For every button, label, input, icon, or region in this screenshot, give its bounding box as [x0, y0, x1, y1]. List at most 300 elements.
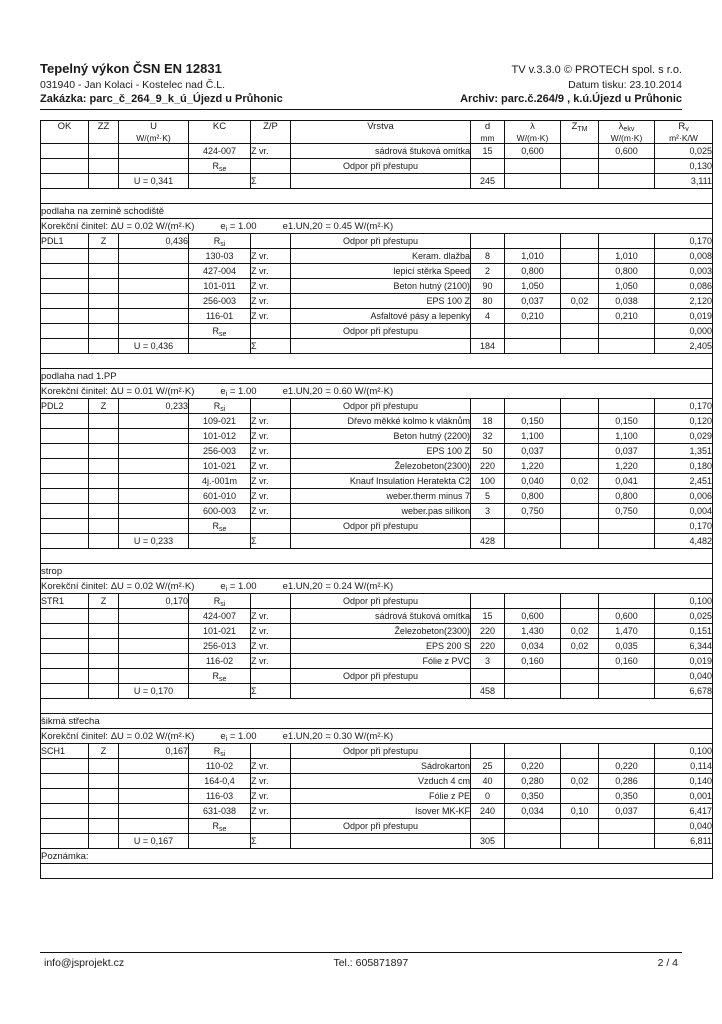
table-row	[41, 309, 713, 324]
col-zz-label: ZZ	[97, 120, 110, 132]
cell-kc: 116-03	[189, 789, 251, 804]
cell-lambda-ekv: 0,600	[599, 144, 655, 159]
cell-ok	[41, 309, 89, 324]
cell-ok	[41, 459, 89, 474]
group-korekce-row	[41, 219, 713, 234]
cell-rv: 0,029	[655, 429, 713, 444]
table-row	[41, 174, 713, 189]
cell-vrstva: lepicí stěrka Speed	[291, 264, 471, 279]
cell-zp: Z vr.	[251, 804, 291, 819]
col-zp	[251, 120, 291, 144]
cell-ztm	[561, 669, 599, 684]
cell-ok	[41, 279, 89, 294]
cell-ztm: 0,02	[561, 639, 599, 654]
cell-u	[119, 804, 189, 819]
cell-zp: Σ	[251, 534, 291, 549]
cell-d	[471, 324, 505, 339]
cell-zp: Z vr.	[251, 609, 291, 624]
cell-rv: 0,151	[655, 624, 713, 639]
cell-rv: 0,019	[655, 309, 713, 324]
cell-u	[119, 159, 189, 174]
cell-zz	[89, 819, 119, 834]
col-lambda	[505, 120, 561, 144]
cell-u	[119, 489, 189, 504]
cell-lambda-ekv	[599, 669, 655, 684]
cell-ok	[41, 534, 89, 549]
cell-u	[119, 654, 189, 669]
table-row	[41, 339, 713, 354]
cell-kc: 600-003	[189, 504, 251, 519]
cell-lambda: 0,160	[505, 654, 561, 669]
footer-page-number: 2 / 4	[657, 957, 678, 969]
cell-ztm	[561, 174, 599, 189]
cell-zp: Z vr.	[251, 474, 291, 489]
table-row	[41, 474, 713, 489]
cell-rv: 0,000	[655, 324, 713, 339]
col-kc-label: KC	[212, 120, 227, 132]
col-ztm	[561, 120, 599, 144]
cell-lambda: 0,037	[505, 444, 561, 459]
cell-u: U = 0,436	[119, 339, 189, 354]
table-row	[41, 249, 713, 264]
cell-ztm	[561, 684, 599, 699]
cell-lambda: 0,280	[505, 774, 561, 789]
cell-ztm	[561, 534, 599, 549]
cell-kc: 116-02	[189, 654, 251, 669]
cell-lambda-ekv: 0,038	[599, 294, 655, 309]
cell-lambda: 0,037	[505, 294, 561, 309]
cell-ok	[41, 429, 89, 444]
table-row	[41, 279, 713, 294]
group-title-row	[41, 564, 713, 579]
col-rv-label: $R_v$	[678, 120, 689, 133]
cell-u	[119, 429, 189, 444]
cell-ztm	[561, 519, 599, 534]
cell-kc: 427-004	[189, 264, 251, 279]
cell-ok	[41, 819, 89, 834]
cell-ok	[41, 249, 89, 264]
cell-kc: $R_{si}$	[189, 399, 251, 414]
cell-vrstva	[291, 834, 471, 849]
cell-lambda: 0,210	[505, 309, 561, 324]
document-title: Tepelný výkon ČSN EN 12831	[40, 61, 222, 76]
group-e1un: e1.UN,20 = 0.24 W/(m²·K)	[282, 580, 394, 592]
cell-lambda: 0,600	[505, 144, 561, 159]
cell-vrstva	[291, 174, 471, 189]
cell-rv: 0,040	[655, 819, 713, 834]
cell-zp: Z vr.	[251, 444, 291, 459]
cell-d: 305	[471, 834, 505, 849]
cell-d: 458	[471, 684, 505, 699]
cell-d: 80	[471, 294, 505, 309]
cell-lambda: 1,430	[505, 624, 561, 639]
cell-kc: 101-012	[189, 429, 251, 444]
cell-lambda-ekv	[599, 324, 655, 339]
cell-ztm	[561, 414, 599, 429]
table-row	[41, 294, 713, 309]
cell-ztm	[561, 819, 599, 834]
cell-rv: 0,040	[655, 669, 713, 684]
cell-zp: Σ	[251, 684, 291, 699]
cell-rv: 0,170	[655, 399, 713, 414]
cell-lambda	[505, 534, 561, 549]
cell-vrstva	[291, 339, 471, 354]
cell-lambda	[505, 669, 561, 684]
cell-kc: $R_{si}$	[189, 234, 251, 249]
cell-zp: Z vr.	[251, 654, 291, 669]
cell-vrstva: sádrová štuková omítka	[291, 609, 471, 624]
cell-d: 240	[471, 804, 505, 819]
cell-ztm	[561, 834, 599, 849]
cell-zp	[251, 519, 291, 534]
cell-lambda-ekv	[599, 519, 655, 534]
cell-rv: 0,100	[655, 594, 713, 609]
cell-zz	[89, 654, 119, 669]
cell-lambda-ekv: 0,041	[599, 474, 655, 489]
cell-lambda	[505, 519, 561, 534]
col-lambda-ekv-label: $\lambda_{ekv}$	[618, 120, 635, 133]
group-e1un: e1.UN,20 = 0.60 W/(m²·K)	[282, 385, 394, 397]
cell-rv: 2,120	[655, 294, 713, 309]
table-row	[41, 444, 713, 459]
table-row	[41, 534, 713, 549]
cell-d: 4	[471, 309, 505, 324]
cell-lambda-ekv: 0,220	[599, 759, 655, 774]
cell-ztm: 0,02	[561, 474, 599, 489]
col-lambda-ekv-unit: W/(m·K)	[610, 132, 643, 143]
col-u-unit: W/(m²·K)	[136, 132, 171, 143]
cell-ztm: 0,02	[561, 774, 599, 789]
cell-lambda-ekv: 0,150	[599, 414, 655, 429]
cell-zz	[89, 414, 119, 429]
group-ei: $e_i = 1.00$	[220, 730, 257, 743]
cell-kc: 164-0,4	[189, 774, 251, 789]
cell-lambda	[505, 174, 561, 189]
cell-zp: Z vr.	[251, 459, 291, 474]
cell-lambda-ekv	[599, 234, 655, 249]
cell-d: 0	[471, 789, 505, 804]
col-ztm-label: $Z_{TM}$	[571, 120, 588, 133]
cell-ok	[41, 294, 89, 309]
cell-d: 32	[471, 429, 505, 444]
cell-zz	[89, 174, 119, 189]
cell-rv: 2,451	[655, 474, 713, 489]
cell-vrstva: Fólie z PE	[291, 789, 471, 804]
cell-kc: 256-003	[189, 444, 251, 459]
cell-ztm	[561, 279, 599, 294]
cell-zp: Z vr.	[251, 489, 291, 504]
cell-kc: $R_{si}$	[189, 744, 251, 759]
cell-rv: 0,170	[655, 519, 713, 534]
cell-vrstva: Odpor při přestupu	[291, 159, 471, 174]
cell-ztm	[561, 789, 599, 804]
col-kc	[189, 120, 251, 144]
cell-kc: 101-021	[189, 624, 251, 639]
cell-vrstva: EPS 100 Z	[291, 444, 471, 459]
cell-ok	[41, 624, 89, 639]
cell-vrstva: EPS 200 S	[291, 639, 471, 654]
cell-ztm	[561, 309, 599, 324]
cell-u	[119, 609, 189, 624]
cell-ok	[41, 669, 89, 684]
cell-zz	[89, 279, 119, 294]
cell-d: 8	[471, 249, 505, 264]
cell-u	[119, 759, 189, 774]
cell-ztm	[561, 504, 599, 519]
cell-vrstva: Železobeton(2300)	[291, 459, 471, 474]
cell-vrstva: Odpor při přestupu	[291, 399, 471, 414]
cell-zz	[89, 264, 119, 279]
cell-ztm	[561, 444, 599, 459]
table-row	[41, 399, 713, 414]
cell-lambda: 0,034	[505, 804, 561, 819]
cell-lambda	[505, 159, 561, 174]
cell-ok	[41, 654, 89, 669]
cell-ztm	[561, 264, 599, 279]
cell-ztm	[561, 744, 599, 759]
cell-u: U = 0,167	[119, 834, 189, 849]
table-row	[41, 414, 713, 429]
table-row	[41, 804, 713, 819]
cell-ok	[41, 789, 89, 804]
cell-kc: 101-021	[189, 459, 251, 474]
cell-lambda-ekv: 0,160	[599, 654, 655, 669]
cell-lambda-ekv: 0,800	[599, 489, 655, 504]
cell-lambda	[505, 399, 561, 414]
cell-zp	[251, 159, 291, 174]
cell-ztm	[561, 339, 599, 354]
cell-d: 220	[471, 459, 505, 474]
cell-kc: 631-038	[189, 804, 251, 819]
cell-zz: Z	[89, 234, 119, 249]
table-row	[41, 234, 713, 249]
group-spacer	[41, 699, 713, 714]
cell-rv: 0,180	[655, 459, 713, 474]
cell-kc: $R_{se}$	[189, 819, 251, 834]
cell-d	[471, 399, 505, 414]
cell-zp	[251, 669, 291, 684]
cell-vrstva: Odpor při přestupu	[291, 234, 471, 249]
cell-rv: 2,405	[655, 339, 713, 354]
group-title-row	[41, 204, 713, 219]
cell-d: 184	[471, 339, 505, 354]
cell-zz	[89, 309, 119, 324]
cell-zp	[251, 744, 291, 759]
cell-vrstva	[291, 534, 471, 549]
cell-zp: Σ	[251, 339, 291, 354]
cell-lambda	[505, 834, 561, 849]
cell-u	[119, 144, 189, 159]
table-row	[41, 459, 713, 474]
cell-ok	[41, 339, 89, 354]
cell-vrstva: Asfaltové pásy a lepenky	[291, 309, 471, 324]
cell-d	[471, 819, 505, 834]
cell-lambda: 0,800	[505, 489, 561, 504]
cell-vrstva: Sádrokarton	[291, 759, 471, 774]
cell-vrstva: Isover MK-KF	[291, 804, 471, 819]
cell-zp: Z vr.	[251, 639, 291, 654]
cell-zz	[89, 789, 119, 804]
cell-lambda-ekv: 1,100	[599, 429, 655, 444]
cell-rv: 6,344	[655, 639, 713, 654]
cell-rv: 0,006	[655, 489, 713, 504]
cell-rv: 4,482	[655, 534, 713, 549]
cell-zz	[89, 294, 119, 309]
group-title-row	[41, 714, 713, 729]
cell-lambda-ekv	[599, 744, 655, 759]
cell-ok: STR1	[41, 594, 89, 609]
table-row	[41, 789, 713, 804]
cell-kc: 109-021	[189, 414, 251, 429]
group-title: podlaha nad 1.PP	[41, 369, 713, 384]
cell-u	[119, 789, 189, 804]
cell-lambda-ekv: 1,010	[599, 249, 655, 264]
cell-zp: Z vr.	[251, 249, 291, 264]
cell-zz	[89, 504, 119, 519]
cell-ok	[41, 519, 89, 534]
cell-rv: 0,008	[655, 249, 713, 264]
cell-lambda	[505, 744, 561, 759]
cell-zz	[89, 639, 119, 654]
cell-vrstva: Fólie z PVC	[291, 654, 471, 669]
cell-ztm	[561, 249, 599, 264]
cell-ztm	[561, 399, 599, 414]
cell-ok	[41, 174, 89, 189]
cell-vrstva: weber.therm minus 7	[291, 489, 471, 504]
cell-zz	[89, 534, 119, 549]
cell-ok	[41, 474, 89, 489]
cell-lambda: 0,040	[505, 474, 561, 489]
group-title: šikmá střecha	[41, 714, 713, 729]
cell-zp: Z vr.	[251, 624, 291, 639]
cell-lambda-ekv	[599, 594, 655, 609]
cell-ztm	[561, 159, 599, 174]
footer-phone: Tel.: 605871897	[333, 957, 409, 969]
cell-lambda: 0,034	[505, 639, 561, 654]
cell-kc: 130-03	[189, 249, 251, 264]
cell-ok: SCH1	[41, 744, 89, 759]
cell-d: 15	[471, 609, 505, 624]
cell-ok	[41, 444, 89, 459]
cell-rv: 0,120	[655, 414, 713, 429]
project-line: 031940 - Jan Kolaci - Kostelec nad Č.L.	[40, 78, 226, 91]
group-korekce: Korekční činitel: ΔU = 0.02 W/(m²·K)	[41, 220, 195, 232]
cell-d	[471, 744, 505, 759]
group-spacer	[41, 549, 713, 564]
table-row	[41, 429, 713, 444]
cell-d: 428	[471, 534, 505, 549]
cell-u	[119, 324, 189, 339]
cell-u	[119, 249, 189, 264]
cell-lambda: 0,350	[505, 789, 561, 804]
group-spacer	[41, 354, 713, 369]
cell-ok	[41, 834, 89, 849]
cell-rv: 0,114	[655, 759, 713, 774]
cell-d	[471, 594, 505, 609]
cell-zz	[89, 339, 119, 354]
cell-rv: 3,111	[655, 174, 713, 189]
group-ei: $e_i = 1.00$	[220, 385, 257, 398]
cell-rv: 1,351	[655, 444, 713, 459]
cell-ztm: 0,02	[561, 294, 599, 309]
cell-rv: 0,170	[655, 234, 713, 249]
cell-lambda	[505, 684, 561, 699]
cell-zz	[89, 459, 119, 474]
cell-ok	[41, 489, 89, 504]
cell-d: 15	[471, 144, 505, 159]
cell-zz	[89, 684, 119, 699]
col-d	[471, 120, 505, 144]
cell-vrstva: Odpor při přestupu	[291, 744, 471, 759]
cell-ok: PDL2	[41, 399, 89, 414]
cell-zz: Z	[89, 399, 119, 414]
group-title: strop	[41, 564, 713, 579]
cell-u	[119, 294, 189, 309]
print-date: Datum tisku: 23.10.2014	[568, 78, 682, 91]
cell-d: 3	[471, 504, 505, 519]
cell-d: 100	[471, 474, 505, 489]
cell-kc	[189, 339, 251, 354]
cell-d	[471, 669, 505, 684]
cell-lambda-ekv: 0,286	[599, 774, 655, 789]
cell-kc: $R_{se}$	[189, 324, 251, 339]
cell-u	[119, 669, 189, 684]
table-row	[41, 774, 713, 789]
cell-zp	[251, 819, 291, 834]
col-zp-label: Z/P	[263, 120, 278, 132]
cell-ok: PDL1	[41, 234, 89, 249]
cell-kc: $R_{se}$	[189, 519, 251, 534]
software-version: TV v.3.3.0 © PROTECH spol. s r.o.	[511, 64, 682, 76]
cell-lambda-ekv	[599, 819, 655, 834]
cell-kc: 256-003	[189, 294, 251, 309]
cell-kc: 424-007	[189, 609, 251, 624]
cell-ztm	[561, 429, 599, 444]
cell-vrstva: Beton hutný (2100)	[291, 279, 471, 294]
cell-d: 3	[471, 654, 505, 669]
cell-vrstva: Beton hutný (2200)	[291, 429, 471, 444]
cell-u: U = 0,233	[119, 534, 189, 549]
cell-vrstva: weber.pas silikon	[291, 504, 471, 519]
cell-lambda-ekv	[599, 339, 655, 354]
table-row	[41, 144, 713, 159]
group-korekce: Korekční činitel: ΔU = 0.02 W/(m²·K)	[41, 580, 195, 592]
cell-d	[471, 234, 505, 249]
cell-rv: 0,140	[655, 774, 713, 789]
cell-lambda: 0,220	[505, 759, 561, 774]
cell-lambda-ekv: 0,037	[599, 804, 655, 819]
cell-vrstva: Dřevo měkké kolmo k vláknům	[291, 414, 471, 429]
cell-zp: Z vr.	[251, 309, 291, 324]
col-u	[119, 120, 189, 144]
cell-lambda-ekv: 0,350	[599, 789, 655, 804]
cell-lambda: 0,150	[505, 414, 561, 429]
cell-ok	[41, 774, 89, 789]
cell-lambda-ekv: 1,050	[599, 279, 655, 294]
cell-ok	[41, 804, 89, 819]
cell-u	[119, 264, 189, 279]
col-lambda-unit: W/(m·K)	[516, 132, 549, 143]
table-row	[41, 684, 713, 699]
cell-kc: $R_{se}$	[189, 159, 251, 174]
cell-kc	[189, 834, 251, 849]
footer-email: info@jsprojekt.cz	[44, 957, 125, 969]
group-korekce-row	[41, 384, 713, 399]
cell-lambda-ekv	[599, 834, 655, 849]
col-u-label: U	[150, 120, 157, 132]
cell-d: 18	[471, 414, 505, 429]
cell-u: U = 0,170	[119, 684, 189, 699]
